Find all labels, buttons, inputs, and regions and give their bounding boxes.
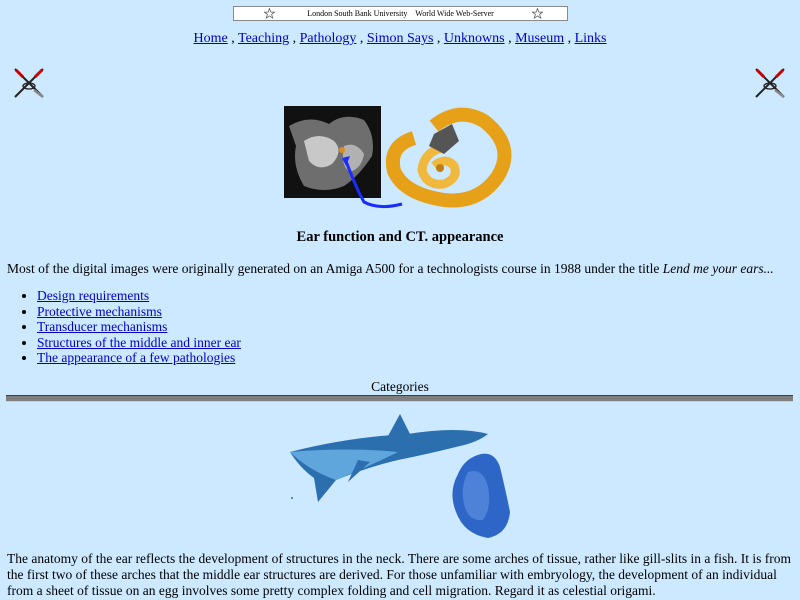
banner-spacer bbox=[409, 9, 413, 18]
nav-links[interactable]: Links bbox=[574, 31, 607, 46]
link-design-requirements[interactable]: Design requirements bbox=[37, 288, 150, 303]
crossed-scalpels-icon[interactable] bbox=[12, 66, 46, 100]
nav-pathology[interactable]: Pathology bbox=[299, 31, 357, 46]
cochlea-image bbox=[393, 115, 505, 201]
topic-list bbox=[0, 288, 241, 366]
ear-ct-cochlea-image bbox=[284, 106, 518, 212]
banner-institution: London South Bank University bbox=[307, 9, 408, 18]
list-item bbox=[37, 304, 241, 320]
intro-text: Most of the digital images were originally generated on an Amiga A500 for a technologists course in 1988 under the title bbox=[7, 261, 663, 276]
star-icon bbox=[532, 8, 543, 19]
shark-embryo-image bbox=[288, 412, 526, 540]
nav-simon-says[interactable]: Simon Says bbox=[366, 31, 434, 46]
star-icon bbox=[264, 8, 275, 19]
main-nav: Home , Teaching , Pathology , Simon Says , Unknowns , Museum , Links bbox=[193, 31, 607, 46]
list-item bbox=[37, 319, 241, 335]
nav-home[interactable]: Home bbox=[193, 31, 228, 46]
banner-server: World Wide Web-Server bbox=[415, 9, 494, 18]
link-protective-mechanisms[interactable]: Protective mechanisms bbox=[37, 303, 162, 319]
university-banner bbox=[233, 6, 568, 21]
intro-paragraph bbox=[7, 261, 797, 277]
list-item bbox=[37, 350, 241, 366]
crossed-scalpels-icon[interactable] bbox=[753, 66, 787, 100]
link-structures-middle-inner-ear[interactable]: Structures of the middle and inner ear bbox=[37, 334, 241, 350]
page-title: Ear function and CT. appearance bbox=[296, 229, 504, 245]
categories-label: Categories bbox=[371, 379, 429, 394]
link-pathologies[interactable]: The appearance of a few pathologies bbox=[37, 350, 236, 366]
nav-teaching[interactable]: Teaching bbox=[238, 31, 290, 46]
intro-italic: Lend me your ears... bbox=[662, 261, 774, 276]
link-transducer-mechanisms[interactable]: Transducer mechanisms bbox=[37, 319, 168, 335]
body-paragraph: The anatomy of the ear reflects the development of structures in the neck. There are some arches of tissue, rather like gill-slits in a fish. It is from the first two of these arches that the middle ear structures are derived. For those unfamiliar with embryology, the development of an individual from a sheet of tissue on an egg involves some pretty complex folding and cell migration. Regard it as celestial origami. bbox=[7, 551, 791, 598]
nav-museum[interactable]: Museum bbox=[515, 31, 565, 46]
nav-unknowns[interactable]: Unknowns bbox=[443, 31, 505, 46]
embryo-image bbox=[452, 454, 510, 538]
list-item bbox=[37, 288, 241, 304]
list-item bbox=[37, 335, 241, 351]
divider bbox=[6, 395, 793, 402]
ct-scan-image bbox=[284, 106, 381, 198]
